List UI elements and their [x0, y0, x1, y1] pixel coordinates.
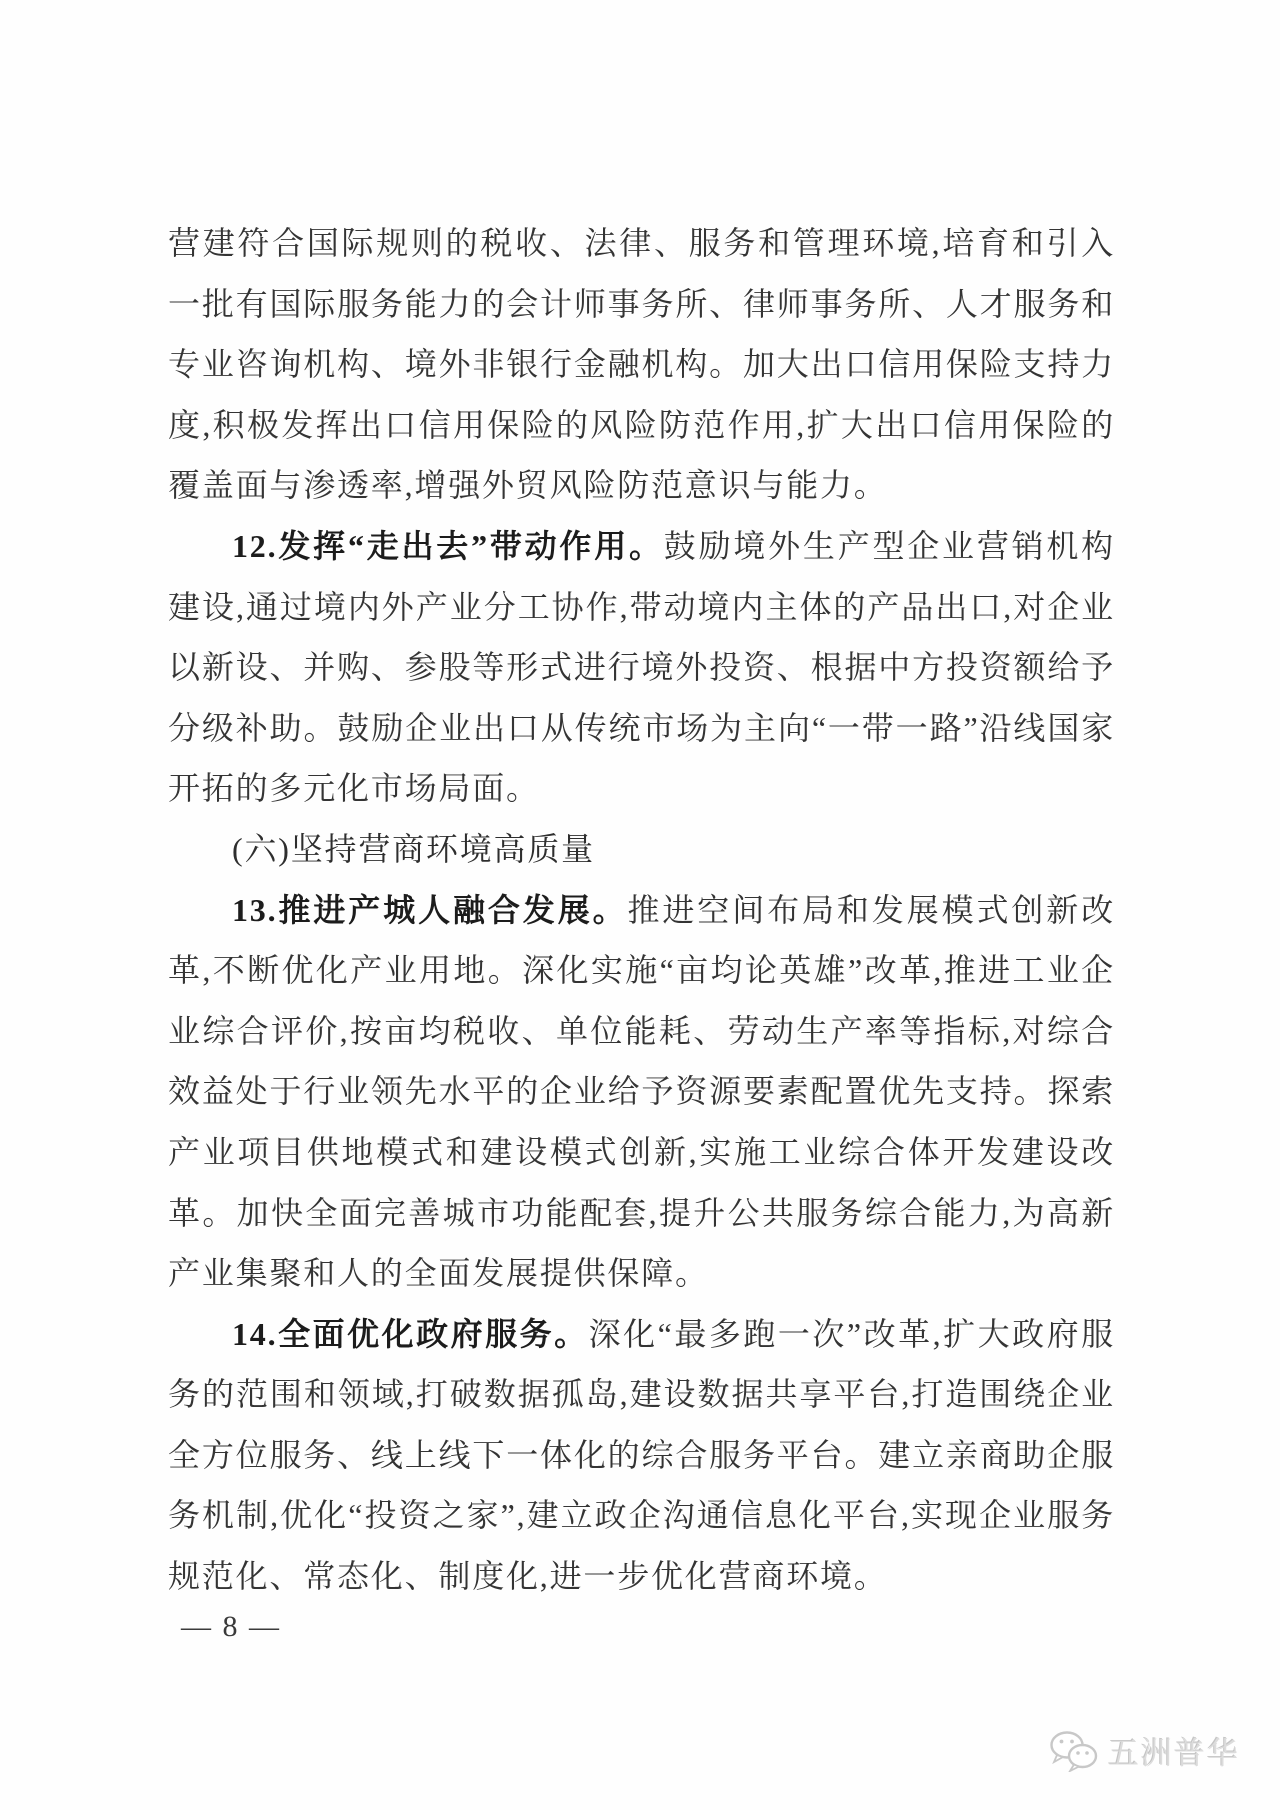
document-body	[168, 213, 1115, 1607]
page-number: — 8 —	[181, 1610, 281, 1643]
paragraph-13-heading: 13.推进产城人融合发展。	[232, 891, 628, 928]
paragraph-14-heading: 14.全面优化政府服务。	[232, 1315, 589, 1352]
section-heading-6: (六)坚持营商环境高质量	[232, 830, 595, 867]
watermark-label: 五洲普华	[1108, 1736, 1240, 1771]
paragraph-12-heading: 12.发挥“走出去”带动作用。	[232, 527, 664, 564]
watermark	[1048, 1728, 1240, 1773]
paragraph-14-text: 深化“最多跑一次”改革,扩大政府服务的范围和领域,打破数据孤岛,建设数据共享平台,打造围绕企业全方位服务、线上线下一体化的综合服务平台。建立亲商助企服务机制,优化“投资之家”,建立政企沟通信息化平台,实现企业服务规范化、常态化、制度化,进一步优化营商环境。	[168, 1315, 1115, 1595]
paragraph-13-text: 推进空间布局和发展模式创新改革,不断优化产业用地。深化实施“亩均论英雄”改革,推进工业企业综合评价,按亩均税收、单位能耗、劳动生产率等指标,对综合效益处于行业领先水平的企业给予资源要素配置优先支持。探索产业项目供地模式和建设模式创新,实施工业综合体开发建设改革。加快全面完善城市功能配套,提升公共服务综合能力,为高新产业集聚和人的全面发展提供保障。	[168, 891, 1115, 1292]
paragraph-12-text: 鼓励境外生产型企业营销机构建设,通过境内外产业分工协作,带动境内主体的产品出口,对企业以新设、并购、参股等形式进行境外投资、根据中方投资额给予分级补助。鼓励企业出口从传统市场为主向“一带一路”沿线国家开拓的多元化市场局面。	[168, 527, 1115, 807]
wechat-icon	[1048, 1730, 1100, 1772]
paragraph-continuation: 营建符合国际规则的税收、法律、服务和管理环境,培育和引入一批有国际服务能力的会计师事务所、律师事务所、人才服务和专业咨询机构、境外非银行金融机构。加大出口信用保险支持力度,积极发挥出口信用保险的风险防范作用,扩大出口信用保险的覆盖面与渗透率,增强外贸风险防范意识与能力。	[168, 225, 1115, 504]
paragraph-14	[168, 1304, 1115, 1607]
paragraph-12	[168, 516, 1115, 819]
paragraph-13	[168, 880, 1115, 1304]
